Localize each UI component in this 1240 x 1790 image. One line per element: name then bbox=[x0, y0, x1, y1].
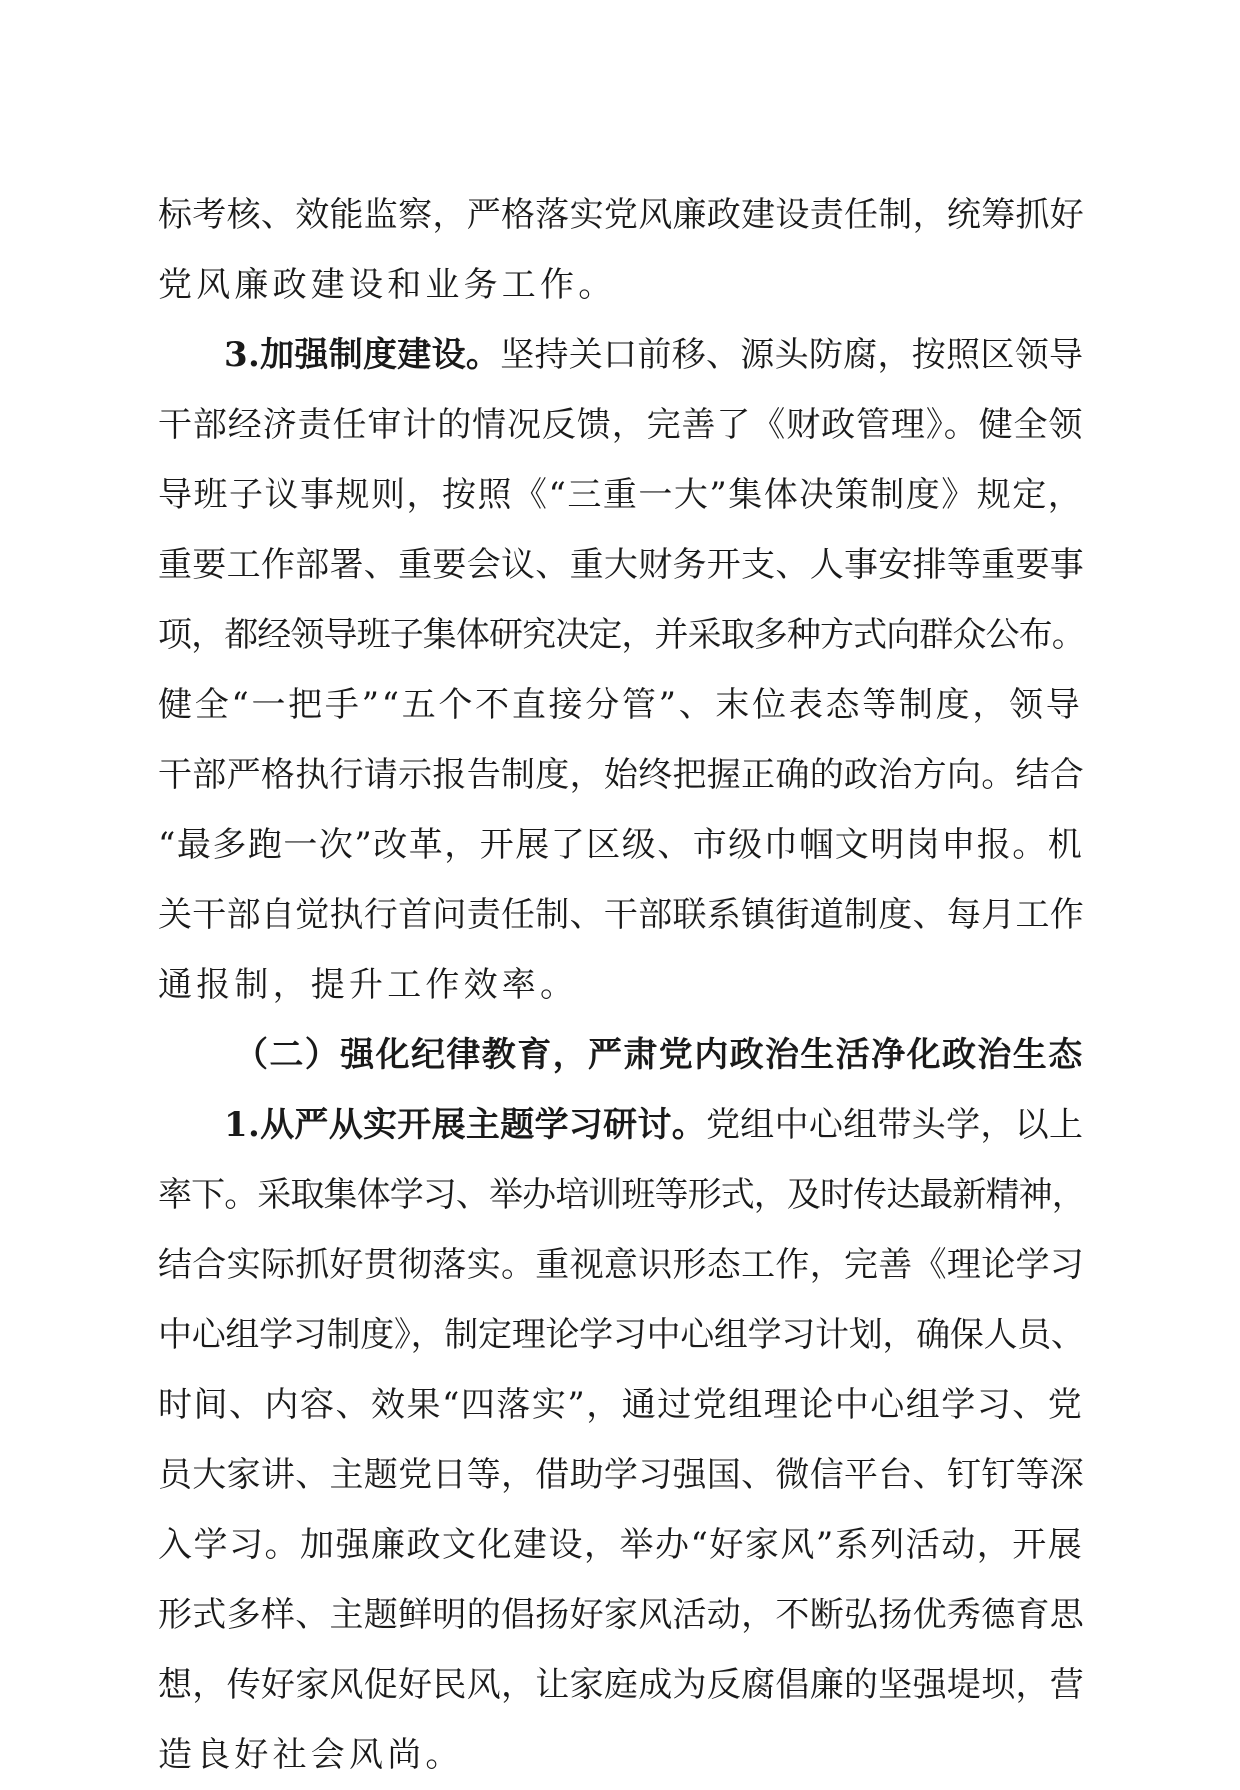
text-line: 健全“一把手”“五个不直接分管”、末位表态等制度，领导 bbox=[158, 685, 1083, 725]
text-line: 标考核、效能监察，严格落实党风廉政建设责任制，统筹抓好 bbox=[158, 195, 1085, 235]
text-line bbox=[158, 320, 1088, 390]
text-line: 造良好社会风尚。 bbox=[158, 1735, 464, 1775]
text-span: 坚持关口前移、源头防腐，按照区领导 bbox=[500, 335, 1084, 375]
text-line: 关干部自觉执行首问责任制、干部联系镇街道制度、每月工作 bbox=[158, 895, 1085, 935]
document-page bbox=[158, 180, 1088, 1790]
text-line: 时间、内容、效果“四落实”，通过党组理论中心组学习、党 bbox=[158, 1385, 1084, 1425]
paragraph-accountability bbox=[158, 180, 1088, 320]
text-line: 中心组学习制度》，制定理论学习中心组学习计划，确保人员、 bbox=[158, 1315, 1085, 1355]
text-span: 党组中心组带头学，以上 bbox=[706, 1105, 1084, 1145]
text-line: 项，都经领导班子集体研究决定，并采取多种方式向群众公布。 bbox=[158, 615, 1085, 655]
text-line: 通报制，提升工作效率。 bbox=[158, 965, 579, 1005]
text-line: 导班子议事规则，按照《“三重一大”集体决策制度》规定， bbox=[158, 475, 1084, 515]
item-lead-heading: 3.加强制度建设。 bbox=[224, 335, 501, 375]
text-line: “最多跑一次”改革，开展了区级、市级巾帼文明岗申报。机 bbox=[158, 825, 1084, 865]
paragraph-system-building bbox=[158, 320, 1088, 1020]
text-line: 入学习。加强廉政文化建设，举办“好家风”系列活动，开展 bbox=[158, 1525, 1084, 1565]
text-line: 率下。采取集体学习、举办培训班等形式，及时传达最新精神， bbox=[158, 1175, 1085, 1215]
text-line bbox=[158, 1090, 1088, 1160]
text-line: 员大家讲、主题党日等，借助学习强国、微信平台、钉钉等深 bbox=[158, 1455, 1085, 1495]
item-lead-heading: 1.从严从实开展主题学习研讨。 bbox=[224, 1105, 706, 1145]
text-line: 重要工作部署、重要会议、重大财务开支、人事安排等重要事 bbox=[158, 545, 1085, 585]
text-line: 干部经济责任审计的情况反馈，完善了《财政管理》。健全领 bbox=[158, 405, 1084, 445]
text-line: 想，传好家风促好民风，让家庭成为反腐倡廉的坚强堤坝，营 bbox=[158, 1665, 1085, 1705]
text-line: 结合实际抓好贯彻落实。重视意识形态工作，完善《理论学习 bbox=[158, 1245, 1085, 1285]
text-line: 形式多样、主题鲜明的倡扬好家风活动，不断弘扬优秀德育思 bbox=[158, 1595, 1085, 1635]
text-line: 党风廉政建设和业务工作。 bbox=[158, 265, 617, 305]
section-heading: （二）强化纪律教育，严肃党内政治生活净化政治生态 bbox=[234, 1035, 1084, 1075]
text-line: 干部严格执行请示报告制度，始终把握正确的政治方向。结合 bbox=[158, 755, 1085, 795]
paragraph-theme-study bbox=[158, 1090, 1088, 1790]
